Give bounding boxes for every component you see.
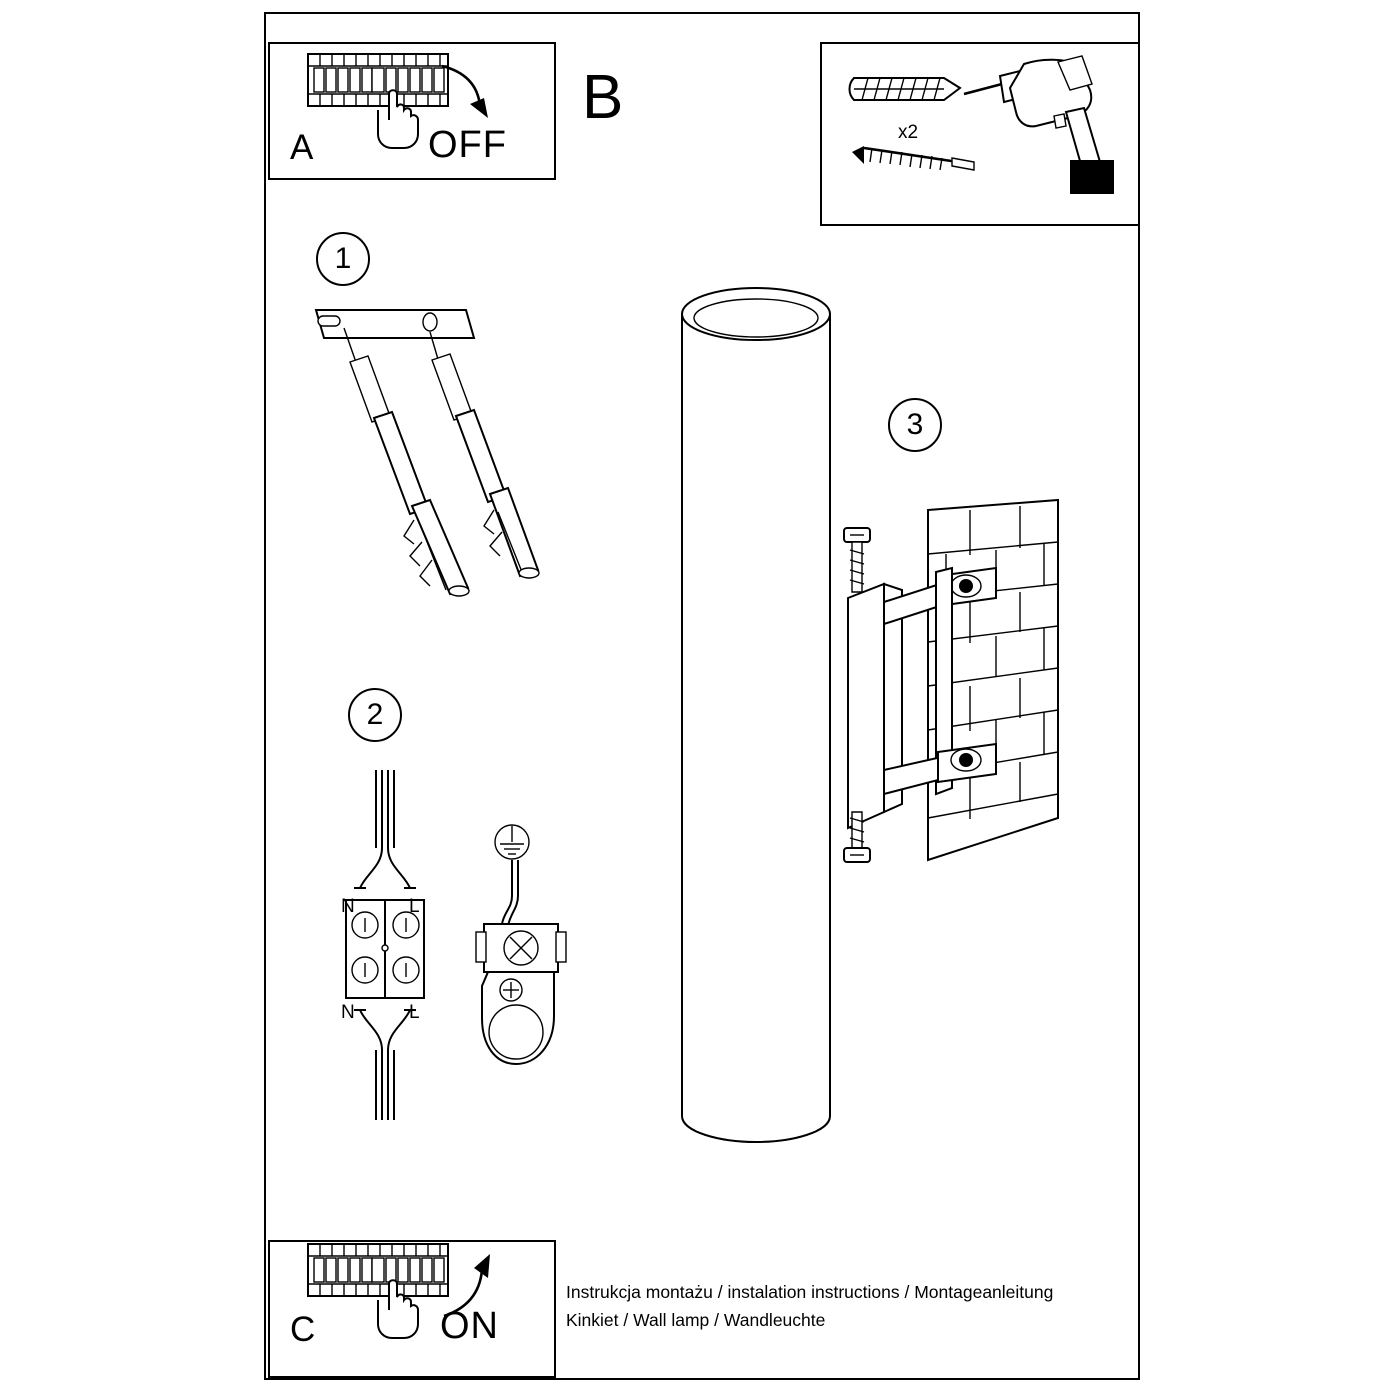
wall-bracket-icon bbox=[826, 520, 1076, 870]
step-b-label: B bbox=[582, 63, 624, 132]
step-c-label: C bbox=[290, 1310, 316, 1349]
step-3-badge: 3 bbox=[888, 398, 942, 452]
power-off-label: OFF bbox=[428, 124, 507, 166]
terminal-l-bottom-label: L bbox=[409, 1002, 420, 1023]
caption-line-1: Instrukcja montażu / instalation instructions / Montageanleitung bbox=[566, 1282, 1054, 1302]
mounting-plate-and-anchors-icon bbox=[300, 298, 600, 598]
caption-line-2: Kinkiet / Wall lamp / Wandleuchte bbox=[566, 1310, 826, 1330]
step-1-badge: 1 bbox=[316, 232, 370, 286]
fuse-box-on-icon bbox=[300, 1240, 550, 1360]
terminal-n-top-label: N bbox=[341, 896, 355, 917]
curved-arrow-down-icon bbox=[432, 58, 502, 128]
fuse-box-icon bbox=[300, 50, 550, 170]
step-a-label: A bbox=[290, 128, 314, 167]
anchor-quantity-label: x2 bbox=[898, 122, 919, 143]
step-2-badge: 2 bbox=[348, 688, 402, 742]
caption-block bbox=[566, 1278, 1106, 1334]
terminal-n-bottom-label: N bbox=[341, 1002, 355, 1023]
earth-ground-connector-icon bbox=[462, 820, 592, 1080]
terminal-l-top-label: L bbox=[409, 896, 420, 917]
power-drill-icon bbox=[962, 50, 1140, 210]
power-on-label: ON bbox=[440, 1305, 499, 1347]
